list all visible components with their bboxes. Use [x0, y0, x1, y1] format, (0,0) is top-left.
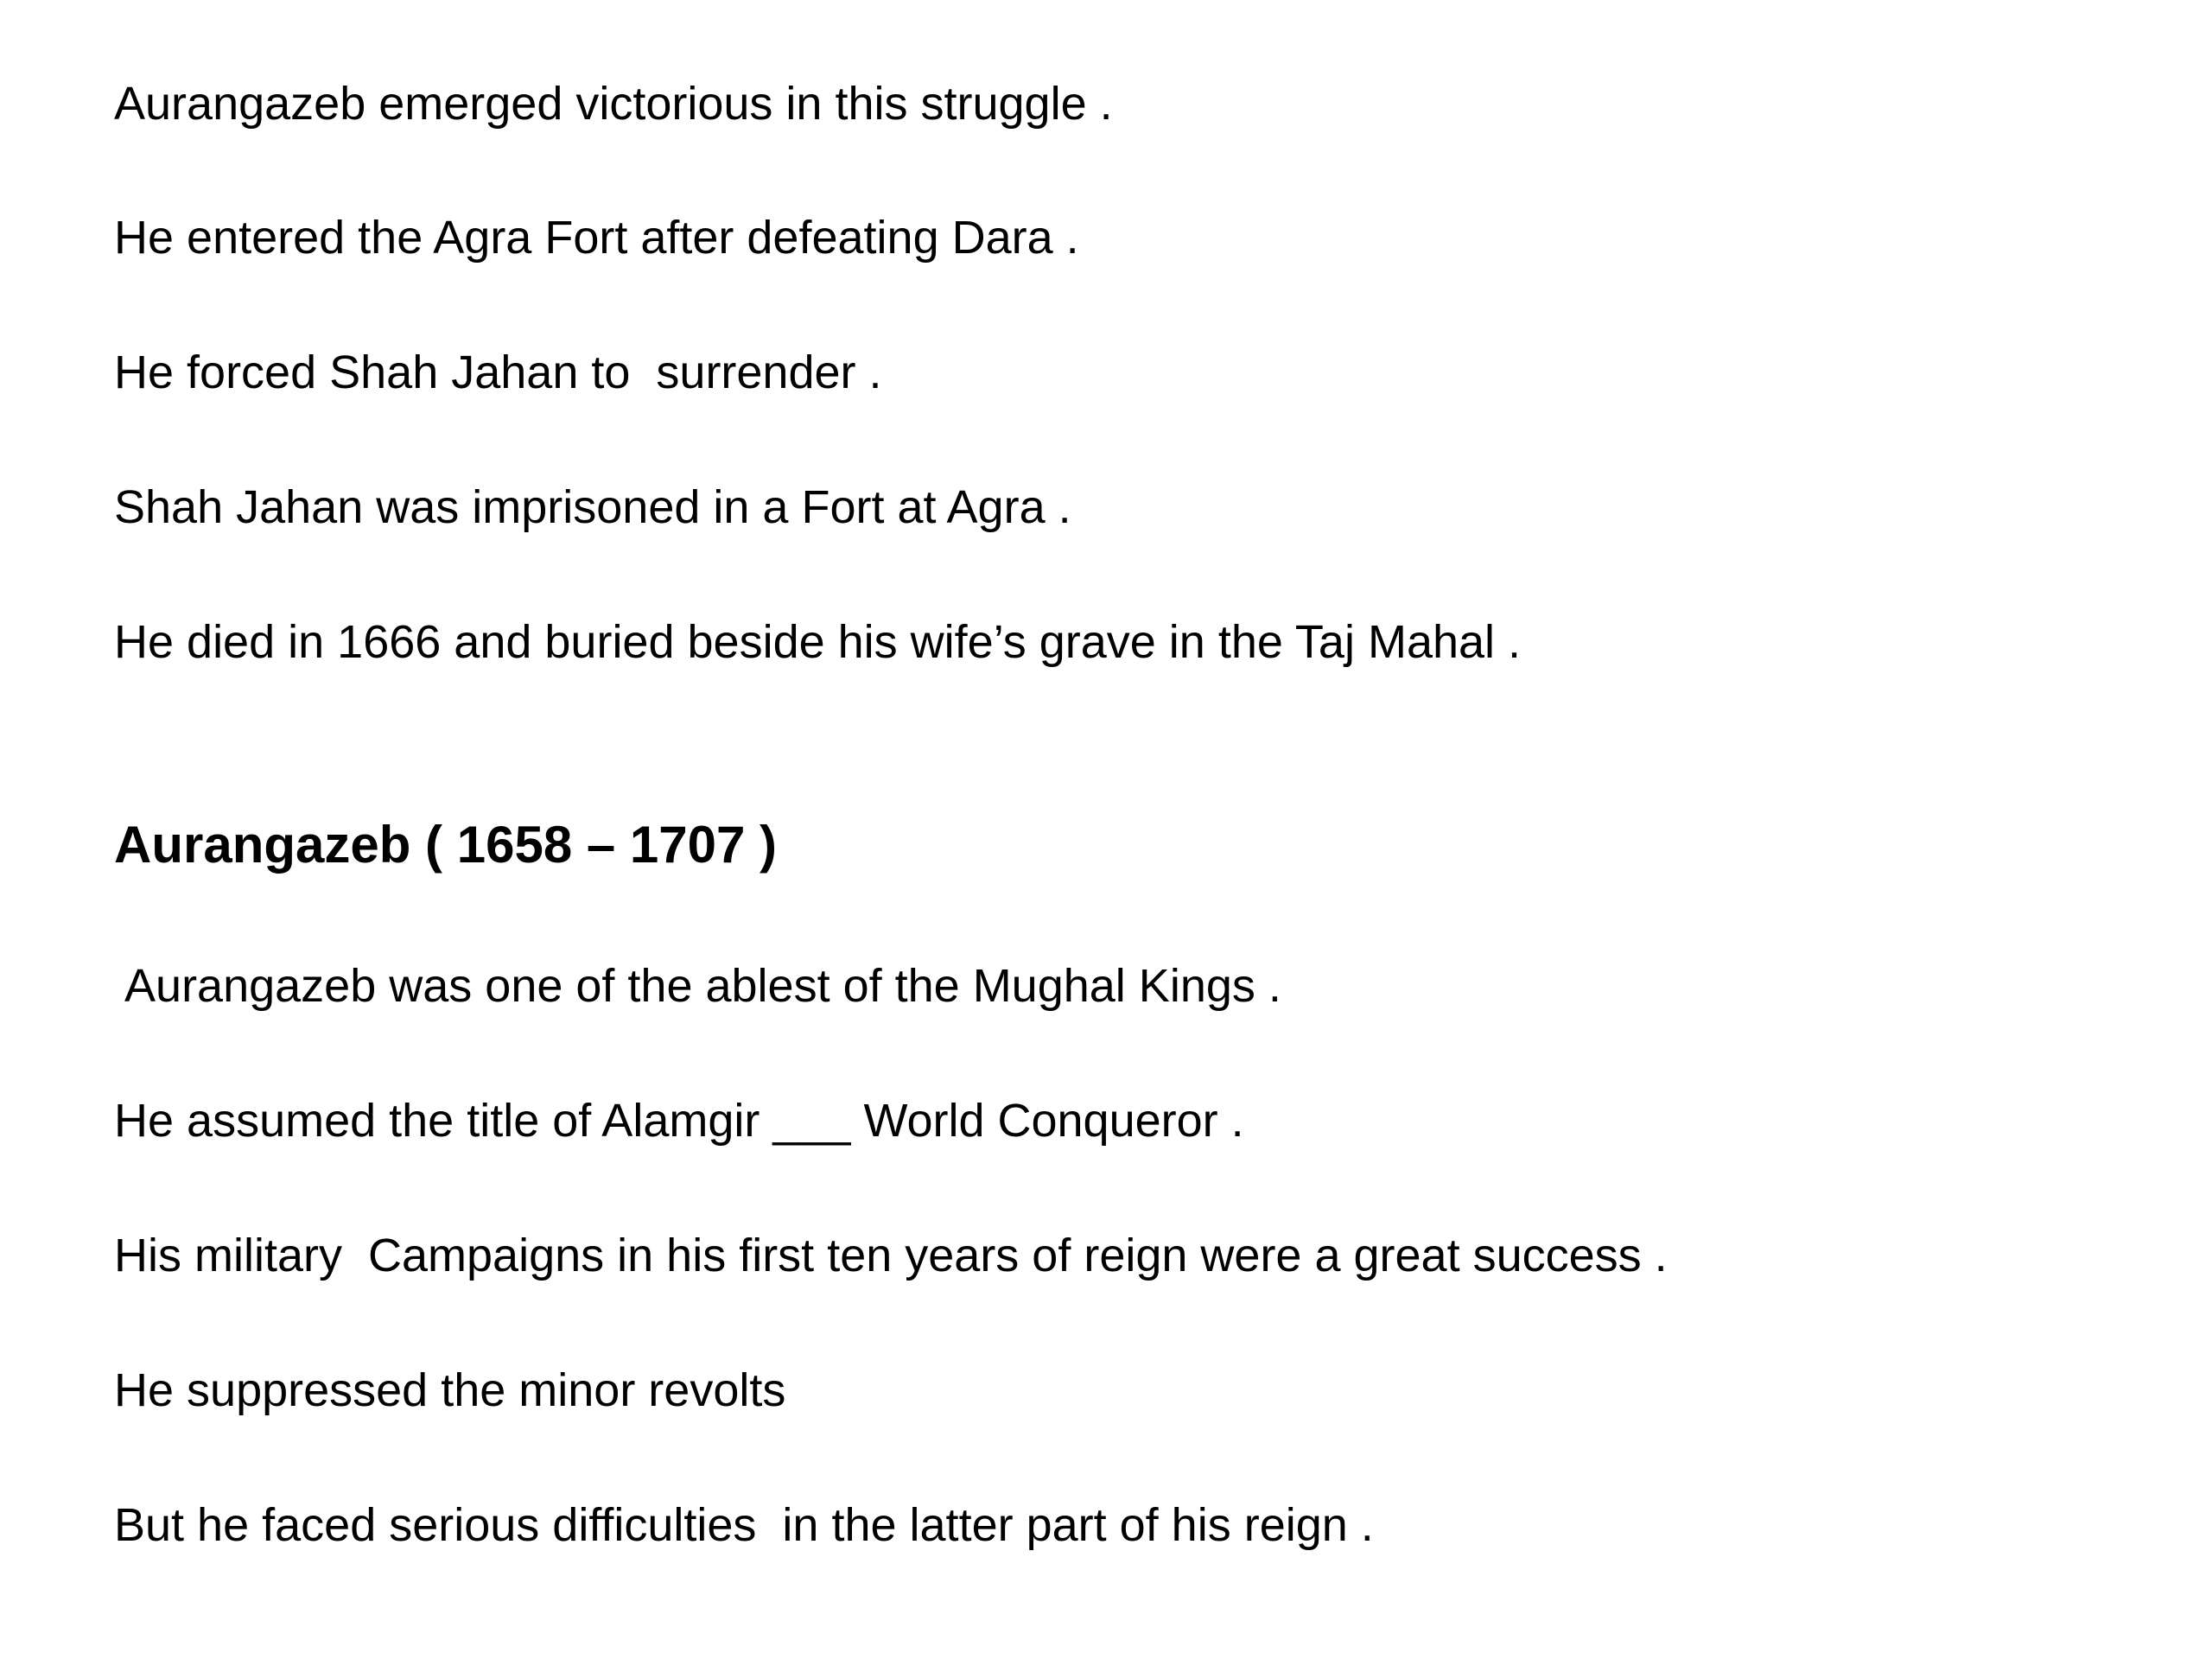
body-line-1: Aurangazeb was one of the ablest of the Mughal Kings . [114, 960, 1281, 1012]
body-line-5: But he faced serious difficulties in the latter part of his reign . [114, 1499, 1374, 1551]
intro-line-4: Shah Jahan was imprisoned in a Fort at Agra . [114, 481, 1071, 533]
intro-line-2: He entered the Agra Fort after defeating Dara . [114, 212, 1079, 264]
intro-line-1: Aurangazeb emerged victorious in this struggle . [114, 78, 1113, 130]
body-line-3: His military Campaigns in his first ten years of reign were a great success . [114, 1230, 1668, 1281]
intro-line-5: He died in 1666 and buried beside his wife’s grave in the Taj Mahal . [114, 616, 1522, 668]
body-line-4: He suppressed the minor revolts [114, 1364, 786, 1416]
body-line-2: He assumed the title of Alamgir ___ World Conqueror . [114, 1095, 1244, 1147]
intro-line-3: He forced Shah Jahan to surrender . [114, 346, 882, 398]
section-heading: Aurangazeb ( 1658 – 1707 ) [114, 816, 778, 874]
